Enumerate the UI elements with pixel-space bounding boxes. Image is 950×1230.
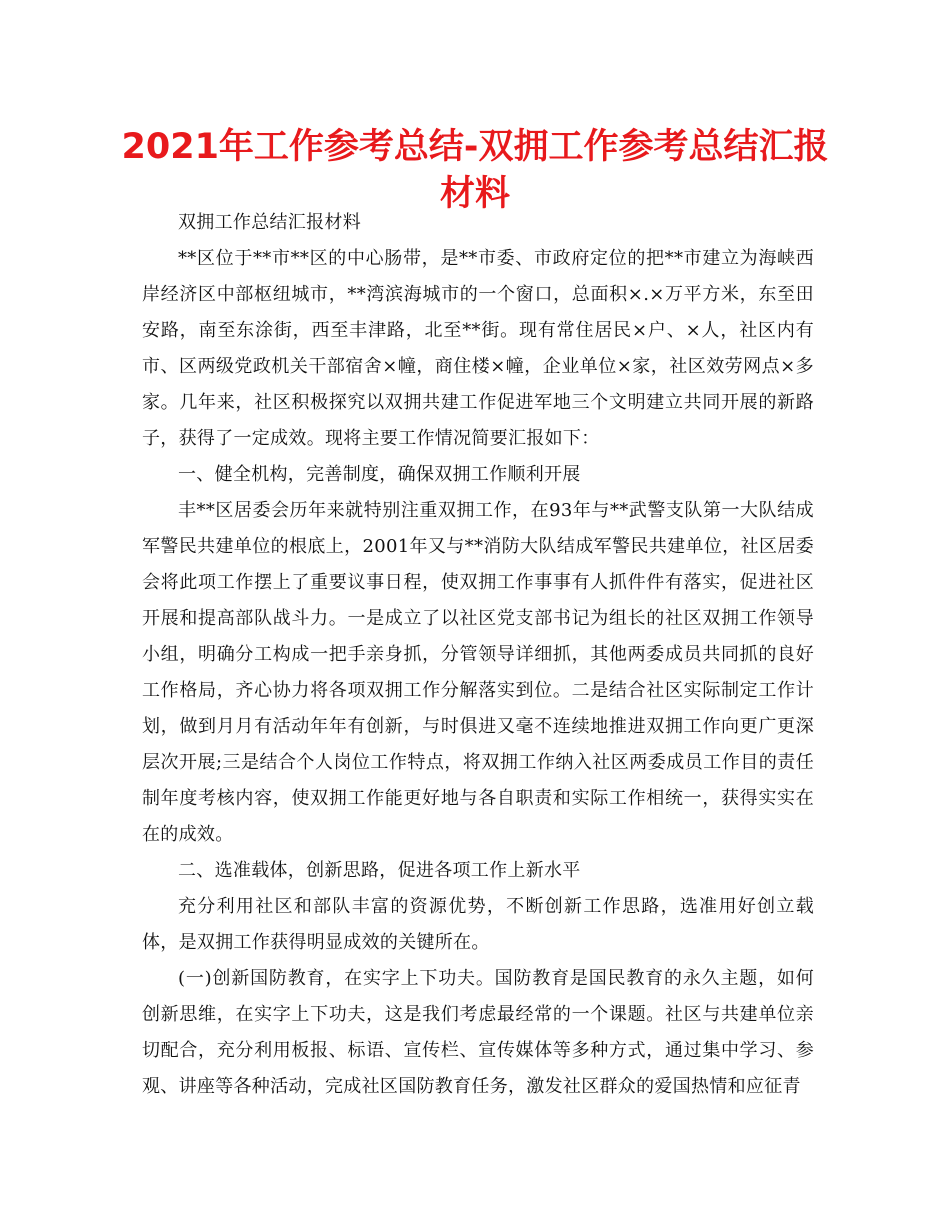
section-heading-1: 一、健全机构，完善制度，确保双拥工作顺利开展: [178, 464, 581, 485]
paragraph-subsection-1: (一)创新国防教育，在实字上下功夫。国防教育是国民教育的永久主题，如何创新思维，在实字上下功夫，这是我们考虑最经常的一个课题。社区与共建单位亲切配合，充分利用板报、标语、宣传栏、宣传媒体等多种方式，通过集中学习、参观、讲座等各种活动，完成社区国防教育任务，激发社区群众的爱国热情和应征青: [142, 968, 814, 1097]
document-body: [142, 205, 814, 1105]
paragraph-section-1: 丰**区居委会历年来就特别注重双拥工作，在93年与**武警支队第一大队结成军警民共建单位的根底上，2001年又与**消防大队结成军警民共建单位，社区居委会将此项工作摆上了重要议事日程，使双拥工作事事有人抓件件有落实，促进社区开展和提高部队战斗力。一是成立了以社区党支部书记为组长的社区双拥工作领导小组，明确分工构成一把手亲身抓，分管领导详细抓，其他两委成员共同抓的良好工作格局，齐心协力将各项双拥工作分解落实到位。二是结合社区实际制定工作计划，做到月月有活动年年有创新，与时俱进又毫不连续地推进双拥工作向更广更深层次开展;三是结合个人岗位工作特点，将双拥工作纳入社区两委成员工作目的责任制年度考核内容，使双拥工作能更好地与各自职责和实际工作相统一，获得实实在在的成效。: [142, 500, 814, 845]
document-title: 2021年工作参考总结-双拥工作参考总结汇报材料: [121, 127, 829, 214]
paragraph-intro: **区位于**市**区的中心肠带，是**市委、市政府定位的把**市建立为海峡西岸经济区中部枢纽城市，**湾滨海城市的一个窗口，总面积×.×万平方米，东至田安路，南至东涂街，西至丰津路，北至**街。现有常住居民×户、×人，社区内有市、区两级党政机关干部宿舍×幢，商住楼×幢，企业单位×家，社区效劳网点×多家。几年来，社区积极探究以双拥共建工作促进军地三个文明建立共同开展的新路子，获得了一定成效。现将主要工作情况简要汇报如下：: [142, 248, 814, 449]
paragraph-subtitle: 双拥工作总结汇报材料: [178, 212, 361, 233]
section-heading-2: 二、选准载体，创新思路，促进各项工作上新水平: [178, 860, 581, 881]
paragraph-section-2: 充分利用社区和部队丰富的资源优势，不断创新工作思路，选准用好创立载体，是双拥工作获得明显成效的关键所在。: [142, 896, 814, 953]
